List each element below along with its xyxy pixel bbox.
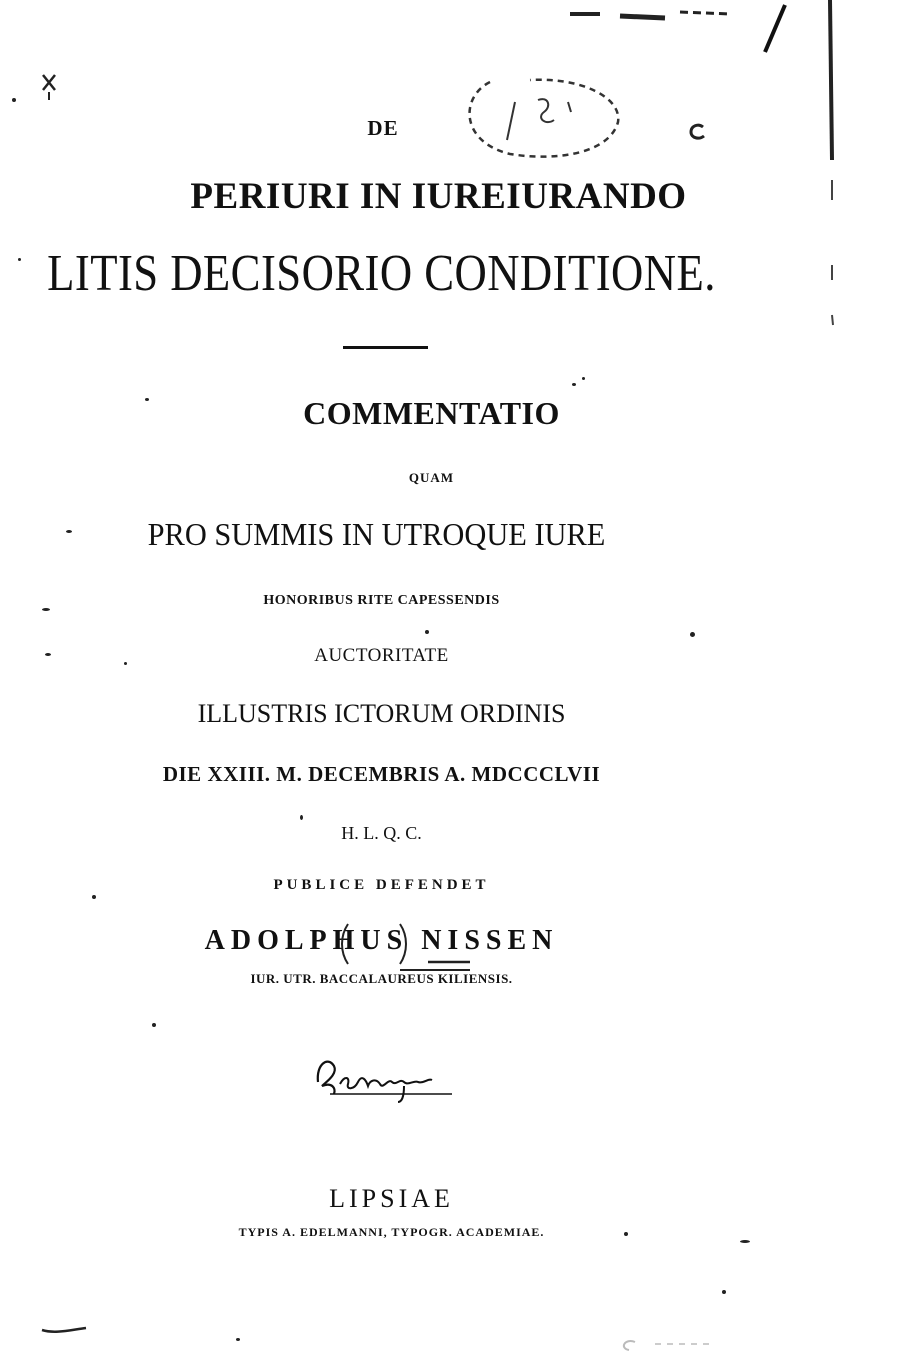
page-edge-icon xyxy=(822,0,842,340)
author-degree: IUR. UTR. BACCALAUREUS KILIENSIS. xyxy=(250,971,513,986)
speck xyxy=(42,608,50,611)
speck xyxy=(300,815,303,820)
title-prefix: DE xyxy=(367,116,399,140)
title-divider xyxy=(343,346,428,349)
speck xyxy=(18,258,21,261)
title-line-1: PERIURI IN IUREIURANDO xyxy=(190,176,687,217)
speck xyxy=(12,98,16,102)
publice-line: PUBLICE DEFENDET xyxy=(273,877,490,893)
pencil-cross-icon xyxy=(40,72,60,102)
title-line-2: LITIS DECISORIO CONDITIONE. xyxy=(47,245,716,302)
speck xyxy=(690,632,695,637)
speck xyxy=(722,1290,726,1294)
speck xyxy=(45,653,51,656)
watermark-icon xyxy=(615,1330,725,1360)
imprint-place: LIPSIAE xyxy=(329,1184,454,1213)
bottom-mark-icon xyxy=(40,1320,90,1340)
speck xyxy=(740,1240,750,1243)
speck xyxy=(425,630,429,634)
hlqc-line: H. L. Q. C. xyxy=(341,823,422,843)
speck xyxy=(124,662,127,665)
genre-heading: COMMENTATIO xyxy=(303,395,560,431)
pencil-c-icon xyxy=(688,122,708,142)
speck xyxy=(145,398,149,401)
speck xyxy=(236,1338,240,1341)
pro-summis-line: PRO SUMMIS IN UTROQUE IURE xyxy=(147,516,606,552)
speck xyxy=(66,530,72,533)
speck xyxy=(572,383,576,386)
speck xyxy=(152,1023,156,1027)
ordinis-line: ILLUSTRIS ICTORUM ORDINIS xyxy=(197,699,566,728)
handwritten-signature-icon xyxy=(312,1052,462,1104)
honoribus-line: HONORIBUS RITE CAPESSENDIS xyxy=(263,593,500,608)
author-name: ADOLPHUS NISSEN xyxy=(204,925,559,956)
speck xyxy=(624,1232,628,1236)
imprint-printer: TYPIS A. EDELMANNI, TYPOGR. ACADEMIAE. xyxy=(238,1225,545,1239)
date-line: DIE XXIII. M. DECEMBRIS A. MDCCCLVII xyxy=(162,762,601,786)
speck xyxy=(582,377,585,380)
speck xyxy=(92,895,96,899)
library-stamp-icon xyxy=(450,62,640,172)
auctoritate-line: AUCTORITATE xyxy=(314,645,449,666)
top-scribble-icon xyxy=(560,0,810,60)
quam-line: QUAM xyxy=(408,470,455,485)
